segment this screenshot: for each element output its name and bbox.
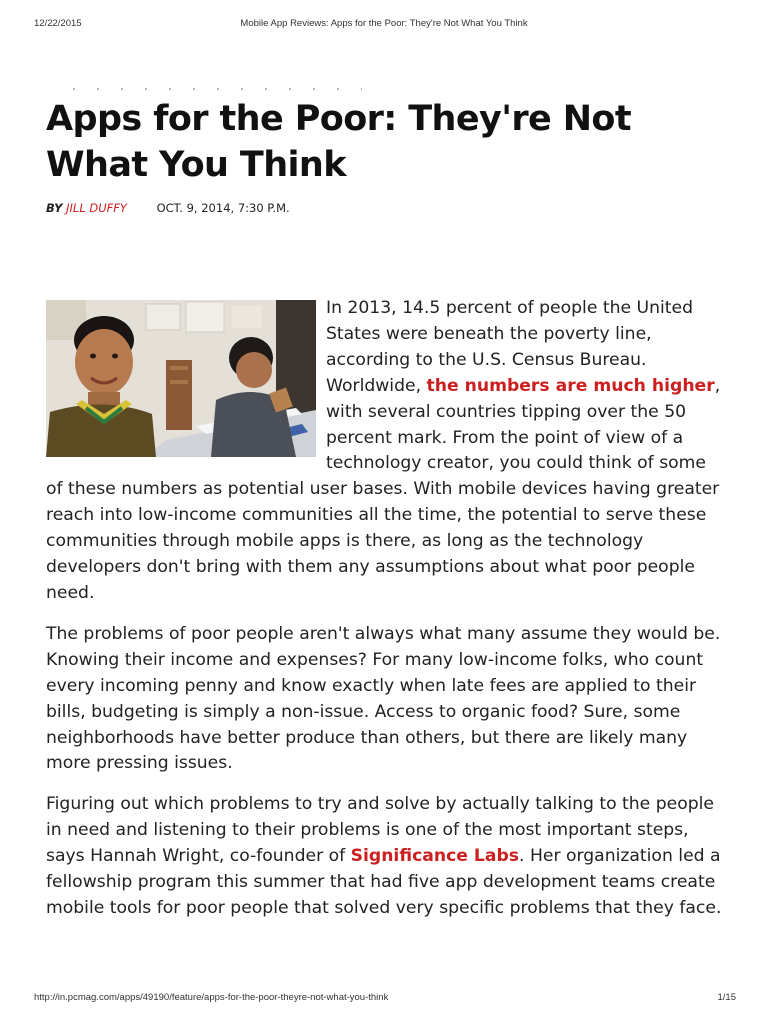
article-title: Apps for the Poor: They're Not What You Think [46,99,631,185]
byline [46,201,290,215]
children-classroom-photo [46,300,316,457]
paragraph-3-text-b: . Her organization led a fellowship program this summer that had five app development teams create mobile tools for poor people that solved very specific problems that they face. [46,846,722,918]
significance-labs-link[interactable]: Significance Labs [350,846,520,867]
paragraph-3 [46,792,726,922]
breadcrumb-remnant [62,88,362,90]
article-body [46,296,726,937]
author-link[interactable]: JILL DUFFY [66,201,127,215]
numbers-higher-link[interactable]: the numbers are much higher [426,375,715,396]
article-photo [46,300,316,457]
print-url[interactable]: http://in.pcmag.com/apps/49190/feature/apps-for-the-poor-theyre-not-what-you-think [34,992,389,1003]
byline-prefix: BY [46,201,63,215]
page-number: 1/15 [717,992,736,1003]
print-date: 12/22/2015 [34,18,82,29]
print-header [0,18,768,32]
paragraph-2: The problems of poor people aren't always what many assume they would be. Knowing their income and expenses? For many low-income folks, who count every incoming penny and know exactly when late fees are applied to their bills, budgeting is simply a non-issue. Access to organic food? Sure, some neighborhoods have better produce than others, but there are likely many more pressing issues. [46,623,721,774]
paragraph-3-text-a: Figuring out which problems to try and solve by actually talking to the people in need and listening to their problems is one of the most important steps, says Hannah Wright, co-founder of [46,794,714,867]
publish-date: OCT. 9, 2014, 7:30 P.M. [156,201,290,215]
paragraph-1-text-a: In 2013, 14.5 percent of people the United States were beneath the poverty line, according to the U.S. Census Bureau. Worldwide, [326,298,694,396]
print-footer [0,992,768,1006]
paragraph-1-text-b: , with several countries tipping over the 50 percent mark. From the point of view of a technology creator, you could think of some of these numbers as potential user bases. With mobile devices having greater reach into low-income communities all the time, the potential to serve these communities through mobile apps is there, as long as the technology developers don't bring with them any assumptions about what poor people need. [46,375,721,603]
print-doc-title: Mobile App Reviews: Apps for the Poor: They're Not What You Think [240,18,528,29]
